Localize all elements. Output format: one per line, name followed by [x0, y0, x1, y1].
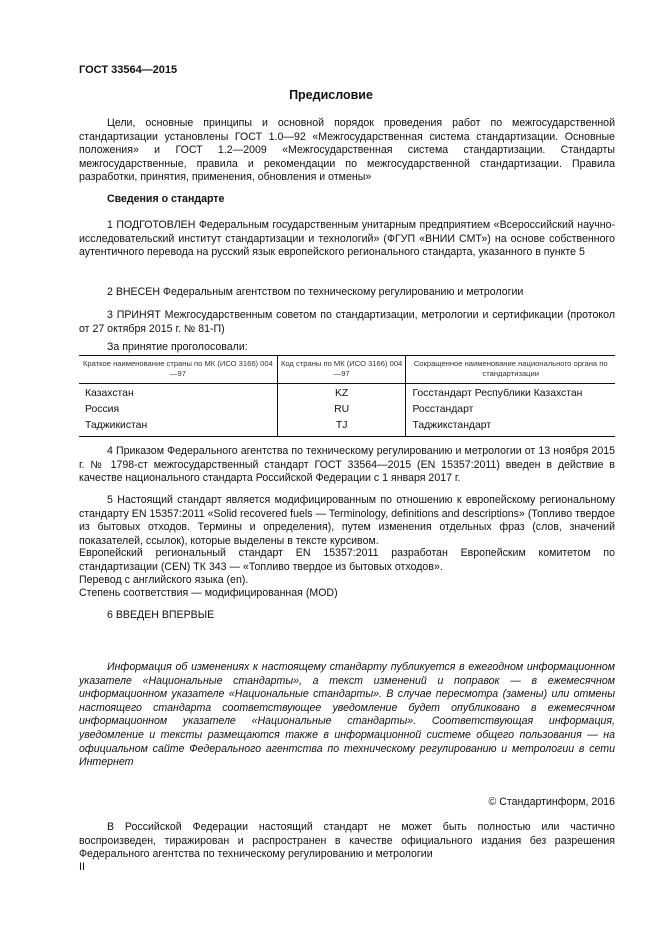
national-body-cell: Росстандарт: [406, 402, 615, 418]
column-header-country: Краткое наименование страны по МК (ИСО 3166) 004—97: [79, 356, 277, 384]
section-heading: Сведения о стандарте: [107, 193, 225, 205]
table-row: [79, 402, 615, 418]
country-code-cell: RU: [277, 402, 406, 418]
national-body-cell: Госстандарт Республики Казахстан: [406, 384, 615, 403]
country-code-cell: TJ: [277, 418, 406, 437]
vote-table: [79, 355, 615, 437]
table-row: [79, 384, 615, 403]
intro-paragraph: Цели, основные принципы и основной порядок проведения работ по межгосударственной стандартизации установлены ГОСТ 1.0—92 «Межгосударственная система стандартизации. Основные положения» и ГОСТ 1.2—2009 «Межгосударственная система стандартизации. Стандарты межгосударственные, правила и рекомендации по межгосударственной стандартизации. Правила разработки, принятия, применения, обновления и отмены»: [79, 117, 615, 184]
country-cell: Казахстан: [85, 388, 134, 399]
item-4-paragraph: 4 Приказом Федерального агентства по техническому регулированию и метрологии от 13 ноября 2015 г. № 1798-ст межгосударственный стандарт ГОСТ 33564—2015 (EN 15357:2011) введен в действие в качестве национального стандарта Российской Федерации с 1 января 2017 г.: [79, 445, 615, 485]
vote-label: За принятие проголосовали:: [107, 341, 248, 353]
page-title: Предисловие: [289, 88, 373, 102]
item-5-paragraph: 5 Настоящий стандарт является модифицированным по отношению к европейскому региональному стандарту EN 15357:2011 «Solid recovered fuels — Terminology, definitions and descriptions» (Топливо твердое из бытовых отходов. Термины и определения), путем изменения отдельных фраз (слов, значений показателей, ссылок), которые выделены в тексте курсивом.: [79, 494, 615, 547]
country-cell: Таджикистан: [79, 418, 277, 437]
country-code-cell: KZ: [277, 384, 406, 403]
changes-notice-paragraph: Информация об изменениях к настоящему стандарту публикуется в ежегодном информационном указателе «Национальные стандарты», а текст изменений и поправок — в ежемесячном информационном указателе «Национальные стандарты». В случае пересмотра (замены) или отмены настоящего стандарта соответствующее уведомление будет опубликовано в ежемесячном информационном указателе «Национальные стандарты». Соответствующая информация, уведомление и тексты размещаются также в информационной системе общего пользования — на официальном сайте Федерального агентства по техническому регулированию и метрологии в сети Интернет: [79, 661, 615, 769]
column-header-body: Сокращенное наименование национального органа по стандартизации: [406, 356, 615, 384]
item-3-paragraph: 3 ПРИНЯТ Межгосударственным советом по стандартизации, метрологии и сертификации (протокол от 27 октября 2015 г. № 81-П): [79, 309, 615, 335]
item-1-paragraph: 1 ПОДГОТОВЛЕН Федеральным государственным унитарным предприятием «Всероссийский научно-исследовательский институт стандартизации и технологий» (ФГУП «ВНИИ СМТ») на основе собственного аутентичного перевода на русский язык европейского регионального стандарта, указанного в пункте 5: [79, 219, 615, 259]
item-6-paragraph: 6 ВВЕДЕН ВПЕРВЫЕ: [107, 609, 215, 621]
item-5-origin-paragraph: Европейский региональный стандарт EN 15357:2011 разработан Европейским комитетом по стандартизации (CEN) ТК 343 — «Топливо твердое из бытовых отходов».: [79, 547, 615, 573]
vote-table-header: [79, 356, 615, 384]
page-number: II: [79, 861, 85, 873]
column-header-code: Код страны по МК (ИСО 3166) 004—97: [277, 356, 406, 384]
country-cell: Россия: [85, 404, 120, 415]
legal-notice-paragraph: В Российской Федерации настоящий стандарт не может быть полностью или частично воспроизведен, тиражирован и распространен в качестве официального издания без разрешения Федерального агентства по техническому регулированию и метрологии: [79, 821, 615, 861]
document-code: ГОСТ 33564—2015: [79, 64, 178, 76]
item-5-conformity-line: Степень соответствия — модифицированная (MOD): [79, 587, 338, 599]
national-body-cell: Таджикстандарт: [406, 418, 615, 437]
item-5-translation-line: Перевод с английского языка (en).: [79, 574, 249, 586]
item-2-paragraph: 2 ВНЕСЕН Федеральным агентством по техническому регулированию и метрологии: [107, 286, 524, 298]
copyright-line: © Стандартинформ, 2016: [488, 796, 615, 808]
table-row: [79, 418, 615, 437]
